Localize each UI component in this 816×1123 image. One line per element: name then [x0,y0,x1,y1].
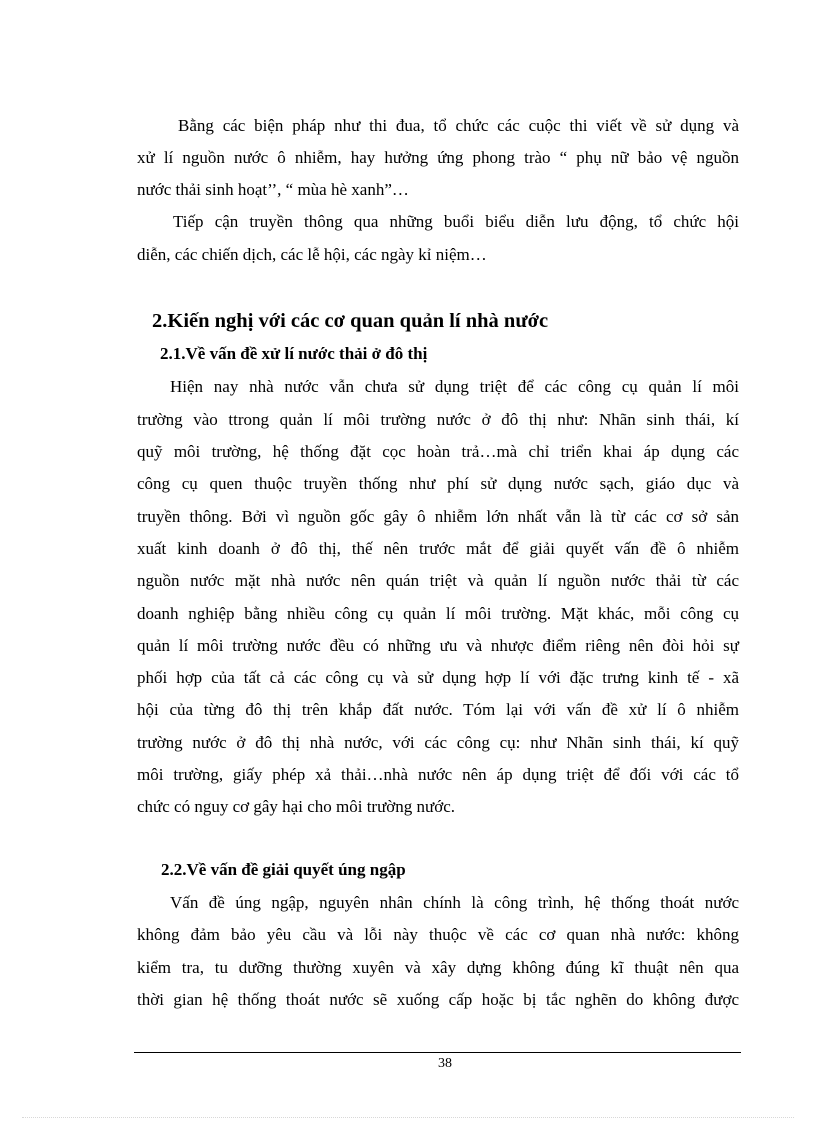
subsection-heading-2-1: 2.1.Về vấn đề xử lí nước thải ở đô thị [160,344,428,363]
footer-divider [134,1052,741,1053]
paragraph-3-line-7: nguồn nước mặt nhà nước nên quán triệt và quản lí nguồn nước thải từ các [137,571,739,590]
paragraph-3-line-13: môi trường, giấy phép xả thải…nhà nước nên áp dụng triệt để đối với các tổ [137,765,739,784]
paragraph-3-line-1: Hiện nay nhà nước vẫn chưa sử dụng triệt để các công cụ quản lí môi [170,377,739,396]
paragraph-3-line-5: truyền thông. Bởi vì nguồn gốc gây ô nhiễm lớn nhất vẫn là từ các cơ sở sản [137,507,739,526]
paragraph-3-line-10: phối hợp của tất cả các công cụ và sử dụng hợp lí với đặc trưng kinh tế - xã [137,668,739,687]
paragraph-4-line-4: thời gian hệ thống thoát nước sẽ xuống cấp hoặc bị tắc nghẽn do không được [137,990,739,1009]
paragraph-3-line-6: xuất kinh doanh ở đô thị, thế nên trước mắt để giải quyết vấn đề ô nhiễm [137,539,739,558]
page-number: 38 [438,1056,452,1071]
paragraph-4-line-2: không đảm bảo yêu cầu và lỗi này thuộc về các cơ quan nhà nước: không [137,925,739,944]
paragraph-3-line-3: quỹ môi trường, hệ thống đặt cọc hoàn trả…mà chỉ triển khai áp dụng các [137,442,739,461]
paragraph-2-line-2: diễn, các chiến dịch, các lễ hội, các ngày kỉ niệm… [137,245,487,264]
paragraph-1-line-1: Bằng các biện pháp như thi đua, tổ chức các cuộc thi viết về sử dụng và [178,116,739,135]
paragraph-4-line-1: Vấn đề úng ngập, nguyên nhân chính là công trình, hệ thống thoát nước [170,893,739,912]
section-heading: 2.Kiến nghị với các cơ quan quản lí nhà nước [152,310,549,332]
paragraph-3-line-14: chức có nguy cơ gây hại cho môi trường nước. [137,797,456,816]
paragraph-1-line-2: xử lí nguồn nước ô nhiễm, hay hưởng ứng phong trào “ phụ nữ bảo vệ nguồn [137,148,739,167]
subsection-heading-2-2: 2.2.Về vấn đề giải quyết úng ngập [161,860,406,879]
paragraph-4-line-3: kiểm tra, tu dưỡng thường xuyên và xây dựng không đúng kĩ thuật nên qua [137,958,739,977]
paragraph-3-line-11: hội của từng đô thị trên khắp đất nước. Tóm lại với vấn đề xử lí ô nhiễm [137,700,739,719]
paragraph-1-line-3: nước thải sinh hoạt’’, “ mùa hè xanh”… [137,180,409,199]
page-bottom-border [22,1117,794,1118]
paragraph-3-line-9: quản lí môi trường nước đều có những ưu và nhược điểm riêng nên đòi hỏi sự [137,636,739,655]
paragraph-3-line-8: doanh nghiệp bằng nhiều công cụ quản lí môi trường. Mặt khác, mỗi công cụ [137,604,739,623]
paragraph-2-line-1: Tiếp cận truyền thông qua những buổi biểu diễn lưu động, tổ chức hội [173,212,739,231]
paragraph-3-line-4: công cụ quen thuộc truyền thống như phí sử dụng nước sạch, giáo dục và [137,474,739,493]
paragraph-3-line-2: trường vào ttrong quản lí môi trường nước ở đô thị như: Nhãn sinh thái, kí [137,410,739,429]
paragraph-3-line-12: trường nước ở đô thị nhà nước, với các công cụ: như Nhãn sinh thái, kí quỹ [137,733,739,752]
